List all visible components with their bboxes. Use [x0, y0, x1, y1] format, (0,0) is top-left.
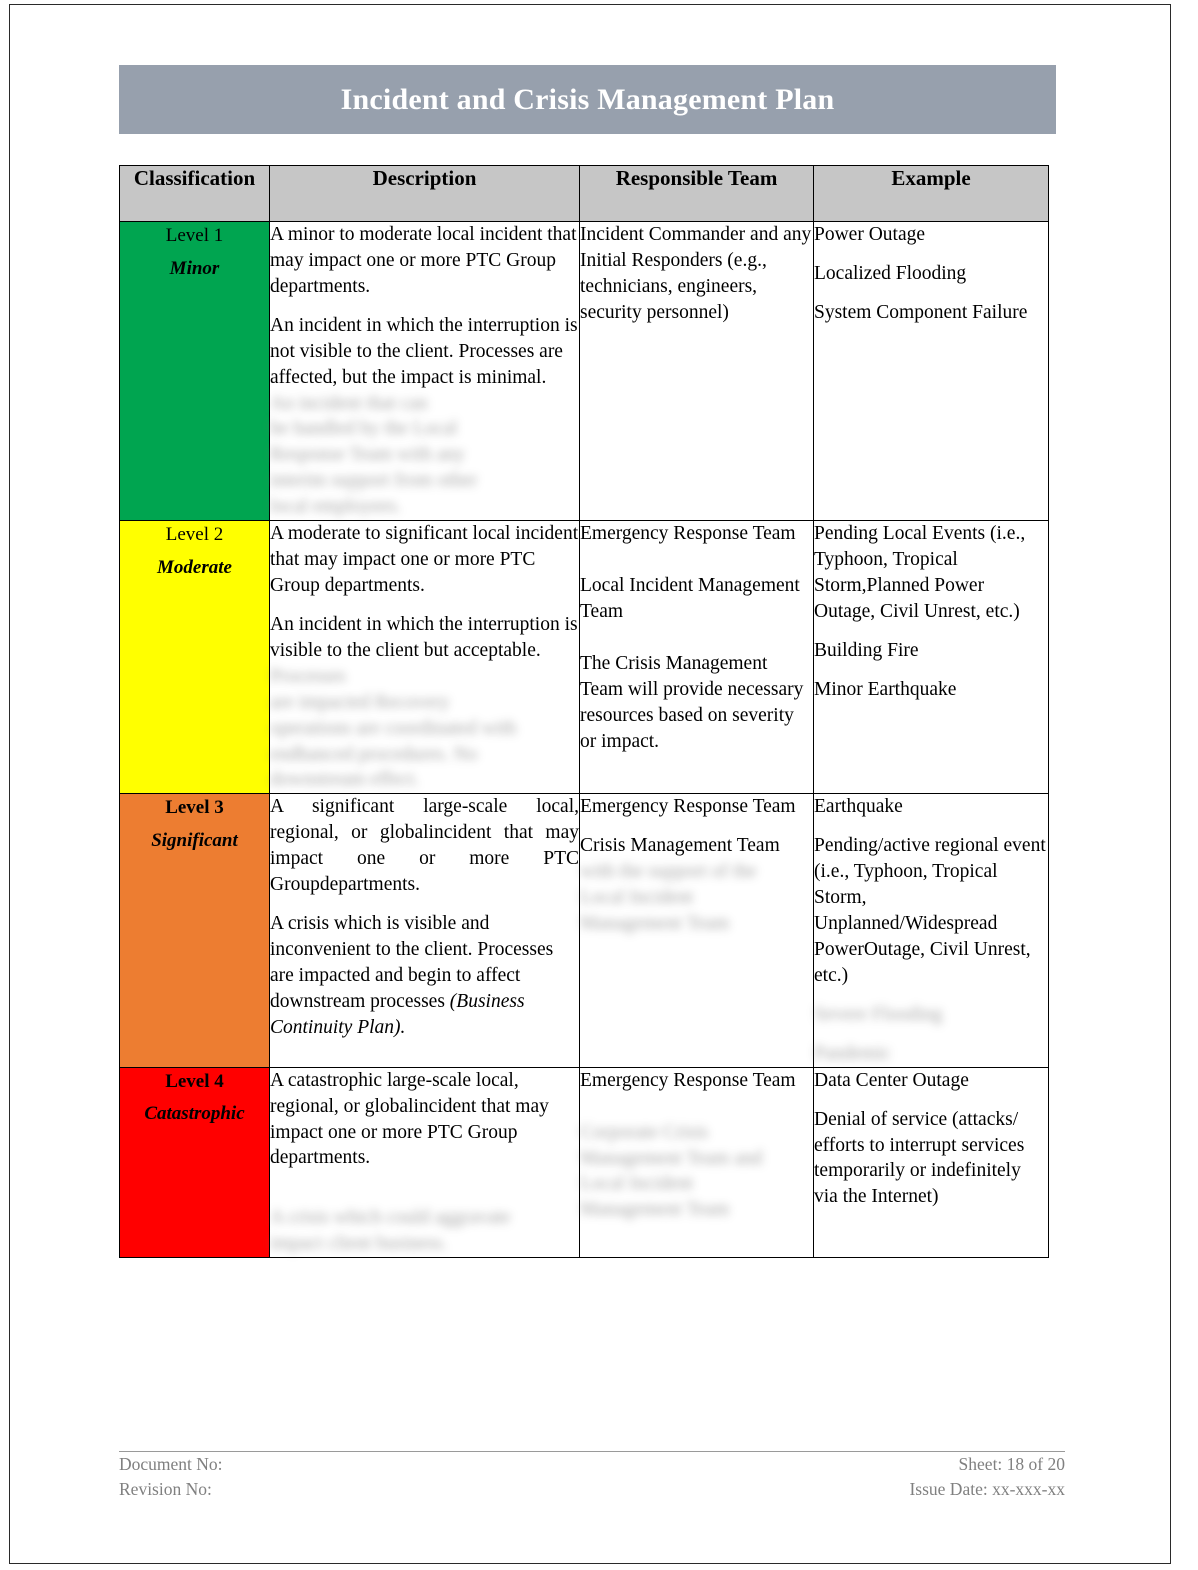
- example-entry: Building Fire: [814, 639, 919, 661]
- page-title: Incident and Crisis Management Plan: [340, 82, 835, 116]
- example-cell-level2: [814, 521, 1049, 794]
- issue-date: Issue Date: xx-xxx-xx: [909, 1479, 1065, 1500]
- description-text: An incident in which the interruption is not visible to the client. Processes are affected, but the impact is minimal.: [270, 314, 578, 388]
- example-entry: Pending/active regional event (i.e., Typhoon, Tropical Storm, Unplanned/Widespread PowerOutage, Civil Unrest, etc.): [814, 835, 1046, 986]
- severity-name: Minor: [169, 257, 220, 279]
- document-page: [9, 4, 1171, 1564]
- redacted-text: be handled by the Local: [270, 418, 458, 440]
- example-entry: Minor Earthquake: [814, 678, 957, 700]
- description-paragraph: A crisis which is visible and inconvenient to the client. Processes are impacted and begin to affect downstream processes (Business Continuity Plan).: [270, 913, 554, 1038]
- redacted-text: downstream effect.: [270, 769, 420, 791]
- redacted-text: local employees.: [270, 496, 402, 518]
- description-paragraph: A minor to moderate local incident that may impact one or more PTC Group departments.: [270, 224, 577, 297]
- footer-row-top: [119, 1452, 1065, 1477]
- example-cell-level3: [814, 794, 1049, 1067]
- example-cell-level4: [814, 1067, 1049, 1258]
- description-text: An incident in which the interruption is visible to the client but acceptable.: [270, 613, 578, 661]
- table-header-row: [120, 166, 1049, 222]
- example-entry: Earthquake: [814, 796, 903, 818]
- classification-cell-level1: [120, 222, 270, 521]
- responsible-team-entry: Crisis Management Team: [580, 835, 780, 857]
- redacted-text: An incident that can: [270, 392, 428, 414]
- redacted-text: interim support from other: [270, 470, 478, 492]
- severity-name: Catastrophic: [144, 1103, 245, 1125]
- table-row: [120, 222, 1049, 521]
- redacted-text: Pandemic: [814, 1042, 891, 1064]
- redacted-text: with the support of the: [580, 861, 757, 883]
- table-row: [120, 1067, 1049, 1258]
- footer-row-bottom: [119, 1477, 1065, 1502]
- table-row: [120, 521, 1049, 794]
- column-header-classification: Classification: [120, 166, 270, 222]
- redacted-text: impact client business.: [270, 1233, 448, 1255]
- responsible-team-cell-level2: [580, 521, 814, 794]
- table-body: [120, 222, 1049, 1258]
- redacted-text: Management Team: [580, 913, 730, 935]
- responsible-team-entry: Emergency Response Team: [580, 1069, 796, 1091]
- redacted-text: operations are coordinated with: [270, 717, 517, 739]
- example-cell-level1: [814, 222, 1049, 521]
- severity-name: Significant: [151, 829, 238, 851]
- redacted-text: endhanced procedures. No: [270, 743, 478, 765]
- column-header-description: Description: [270, 166, 580, 222]
- example-entry: System Component Failure: [814, 301, 1028, 323]
- redacted-text: Local Incident: [580, 887, 694, 909]
- classification-cell-level2: [120, 521, 270, 794]
- example-entry: Power Outage: [814, 224, 926, 245]
- level-label: Level 1: [165, 225, 224, 246]
- severity-name: Moderate: [157, 556, 232, 578]
- redacted-text: A crisis which could aggravate: [270, 1207, 511, 1229]
- description-paragraph: A significant large-scale local, regional, or globalincident that may impact one or more PTC Groupdepartments.: [270, 796, 579, 896]
- responsible-team-entry: The Crisis Management Team will provide necessary resources based on severity or impact.: [580, 652, 804, 752]
- responsible-team-entry: Emergency Response Team: [580, 796, 796, 818]
- redacted-text: Local Incident: [580, 1173, 694, 1195]
- redacted-text: Management Team: [580, 1199, 730, 1221]
- responsible-team-cell-level1: [580, 222, 814, 521]
- table-header: [120, 166, 1049, 222]
- document-no-label: Document No:: [119, 1454, 223, 1474]
- level-label: Level 2: [165, 524, 224, 546]
- redacted-text: are impacted Recovery: [270, 691, 450, 713]
- responsible-team-cell-level4: [580, 1067, 814, 1258]
- responsible-team-entry: Local Incident Management Team: [580, 575, 800, 622]
- redacted-text: Corporate Crisis: [580, 1121, 709, 1143]
- description-paragraph: [270, 313, 579, 417]
- example-entry: Data Center Outage: [814, 1069, 969, 1091]
- description-paragraph: A moderate to significant local incident that may impact one or more PTC Group departments.: [270, 523, 579, 596]
- example-entry: Pending Local Events (i.e., Typhoon, Tropical Storm,Planned Power Outage, Civil Unrest, etc.): [814, 523, 1026, 622]
- description-cell-level4: [270, 1067, 580, 1258]
- redacted-text: Processes: [270, 665, 346, 687]
- responsible-team-entry: Incident Commander and any Initial Responders (e.g., technicians, engineers, security personnel): [580, 224, 812, 323]
- responsible-team-entry: Emergency Response Team: [580, 523, 796, 545]
- page-content: [119, 65, 1056, 1258]
- table-row: [120, 794, 1049, 1067]
- column-header-example: Example: [814, 166, 1049, 222]
- description-cell-level2: [270, 521, 580, 794]
- description-italic-tail: (Business Continuity Plan).: [270, 990, 525, 1038]
- revision-no-label: Revision No:: [119, 1479, 212, 1500]
- description-cell-level3: [270, 794, 580, 1067]
- incident-classification-table: [119, 165, 1049, 1258]
- classification-cell-level3: [120, 794, 270, 1067]
- responsible-team-cell-level3: [580, 794, 814, 1067]
- page-footer: [119, 1451, 1065, 1503]
- example-entry: Localized Flooding: [814, 262, 967, 284]
- sheet-number: Sheet: 18 of 20: [958, 1454, 1065, 1474]
- level-label: Level 4: [165, 1070, 224, 1092]
- example-entry: Denial of service (attacks/ efforts to interrupt services temporarily or indefinitely via the Internet): [814, 1108, 1025, 1208]
- redacted-text: Response Team with any: [270, 444, 465, 466]
- level-label: Level 3: [165, 797, 224, 819]
- redacted-text: Severe Flooding: [814, 1003, 943, 1025]
- redacted-text: Management Team and: [580, 1147, 763, 1169]
- description-cell-level1: [270, 222, 580, 521]
- column-header-responsible-team: Responsible Team: [580, 166, 814, 222]
- classification-cell-level4: [120, 1067, 270, 1258]
- description-paragraph: [270, 612, 579, 690]
- document-title-banner: [119, 65, 1056, 134]
- description-paragraph: A catastrophic large-scale local, regional, or globalincident that may impact one or more PTC Group departments.: [270, 1069, 549, 1169]
